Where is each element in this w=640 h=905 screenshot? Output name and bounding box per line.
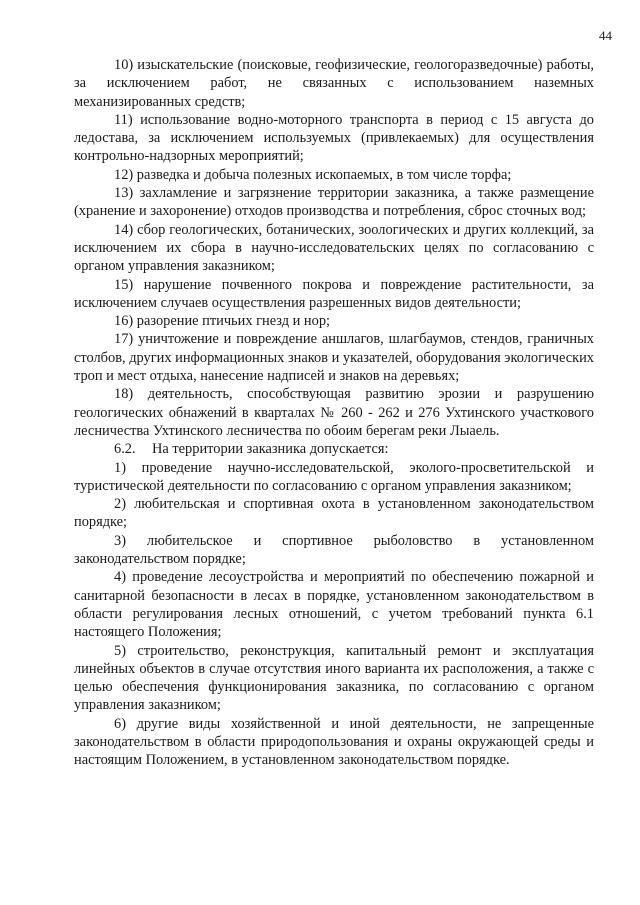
document-body — [74, 56, 594, 770]
allowed-item-3: 3) любительское и спортивное рыболовство в установленном законодательством порядке; — [74, 532, 594, 568]
paragraph-item-12: 12) разведка и добыча полезных ископаемых, в том числе торфа; — [114, 166, 512, 183]
paragraph-item-10: 10) изыскательские (поисковые, геофизические, геологоразведочные) работы, за исключением работ, не связанных с использованием наземных механизированных средств; — [74, 57, 594, 110]
allowed-item-1: 1) проведение научно-исследовательской, эколого-просветительской и туристической деятельности по согласованию с органом управления заказником; — [74, 459, 594, 494]
allowed-item-4: 4) проведение лесоустройства и мероприятий по обеспечению пожарной и санитарной безопасности в лесах в порядке, установленном законодательством в области регулирования лесных отношений, с учетом требований пункта 6.1 настоящего Положения; — [74, 569, 594, 641]
page-number: 44 — [599, 28, 612, 43]
section-text: На территории заказника допускается: — [152, 441, 389, 458]
paragraph-item-11: 11) использование водно-моторного транспорта в период с 15 августа до ледостава, за исключением используемых (привлекаемых) для осуществления контрольно-надзорных мероприятий; — [74, 111, 594, 165]
section-heading — [74, 440, 594, 458]
paragraph-item-17: 17) уничтожение и повреждение аншлагов, шлагбаумов, стендов, граничных столбов, других информационных знаков и указателей, оборудования экологических троп и мест отдыха, нанесение надписей и знаков на деревьях; — [74, 331, 594, 385]
allowed-item-6: 6) другие виды хозяйственной и иной деятельности, не запрещенные законодательством в области природопользования и охраны окружающей среды и настоящим Положением, в установленном законодательством порядке. — [74, 715, 594, 769]
allowed-item-2: 2) любительская и спортивная охота в установленном законодательством порядке; — [74, 496, 594, 531]
paragraph-item-15: 15) нарушение почвенного покрова и повреждение растительности, за исключением случаев осуществления разрешенных видов деятельности; — [74, 276, 594, 311]
allowed-item-5: 5) строительство, реконструкция, капитальный ремонт и эксплуатация линейных объектов в случае отсутствия иного варианта их расположения, а также с целью обеспечения функционирования заказника, по согласованию с органом управления заказником; — [74, 642, 594, 714]
paragraph-item-13: 13) захламление и загрязнение территории заказника, а также размещение (хранение и захоронение) отходов производства и потребления, сброс сточных вод; — [74, 185, 594, 220]
paragraph-item-14: 14) сбор геологических, ботанических, зоологических и других коллекций, за исключением их сбора в научно-исследовательских целях по согласованию с органом управления заказником; — [74, 221, 594, 275]
section-number: 6.2. — [114, 441, 136, 458]
paragraph-item-16: 16) разорение птичьих гнезд и нор; — [114, 313, 331, 330]
paragraph-item-18: 18) деятельность, способствующая развитию эрозии и разрушению геологических обнажений в кварталах № 260 - 262 и 276 Ухтинского участкового лесничества Ухтинского лесничества по обоим берегам реки Лыаель. — [74, 386, 594, 439]
